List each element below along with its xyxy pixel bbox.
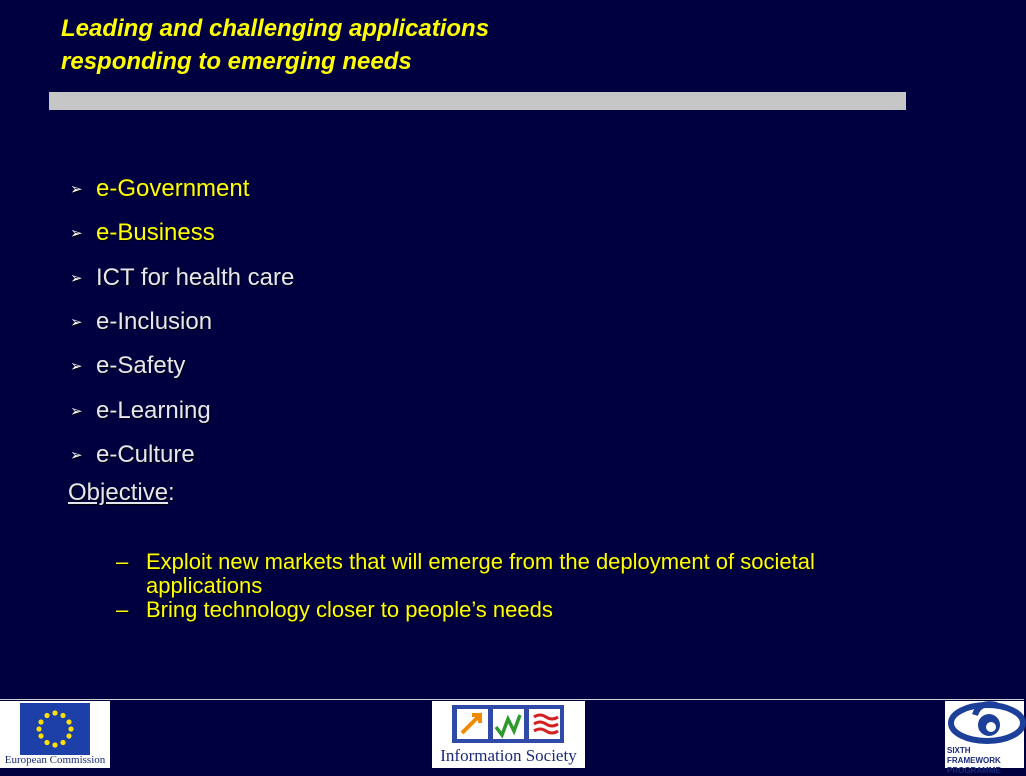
objective-item [116, 550, 936, 598]
arrow-bullet-icon: ➢ [70, 180, 83, 199]
bullet-item [70, 256, 294, 300]
bullet-label: e-Business [96, 219, 215, 247]
fp6-label: SIXTH FRAMEWORK PROGRAMME [947, 746, 1001, 775]
dash-bullet: – [116, 597, 129, 622]
title-rule [49, 92, 906, 110]
bullet-label: ICT for health care [96, 263, 295, 291]
bullet-item [70, 300, 294, 344]
bullet-item [70, 433, 294, 477]
arrow-bullet-icon: ➢ [70, 224, 83, 243]
dash-bullet: – [116, 549, 129, 574]
arrow-bullet-icon: ➢ [70, 313, 83, 332]
objective-label: Objective [68, 479, 169, 506]
bullet-label: e-Learning [96, 396, 211, 424]
bullet-label: e-Government [96, 175, 250, 203]
bullet-label: e-Culture [96, 440, 195, 468]
fp6-logo [945, 701, 1024, 775]
information-society-logo [432, 701, 585, 768]
european-commission-label: European Commission [4, 754, 106, 766]
bullet-list [70, 167, 294, 477]
bullet-item [70, 211, 294, 255]
objective-item [116, 598, 936, 622]
objective-list [116, 550, 936, 622]
bullet-label: e-Safety [96, 352, 186, 380]
arrow-bullet-icon: ➢ [70, 357, 83, 376]
title-line-1: Leading and challenging applications [61, 15, 490, 42]
objective-item-text: Exploit new markets that will emerge from the deployment of societal applications [146, 549, 815, 598]
bullet-item [70, 388, 294, 432]
information-society-label: Information Society [440, 746, 577, 765]
bullet-item [70, 344, 294, 388]
objective-colon: : [168, 479, 175, 506]
slide-title [61, 12, 489, 78]
bullet-item [70, 167, 294, 211]
european-commission-logo [0, 701, 110, 768]
title-line-2: responding to emerging needs [61, 48, 412, 75]
arrow-bullet-icon: ➢ [70, 268, 83, 287]
objective-heading [68, 479, 175, 507]
bullet-label: e-Inclusion [96, 308, 213, 336]
footer-divider [0, 699, 1024, 700]
arrow-bullet-icon: ➢ [70, 445, 83, 464]
arrow-bullet-icon: ➢ [70, 401, 83, 420]
objective-item-text: Bring technology closer to people’s needs [146, 597, 553, 622]
